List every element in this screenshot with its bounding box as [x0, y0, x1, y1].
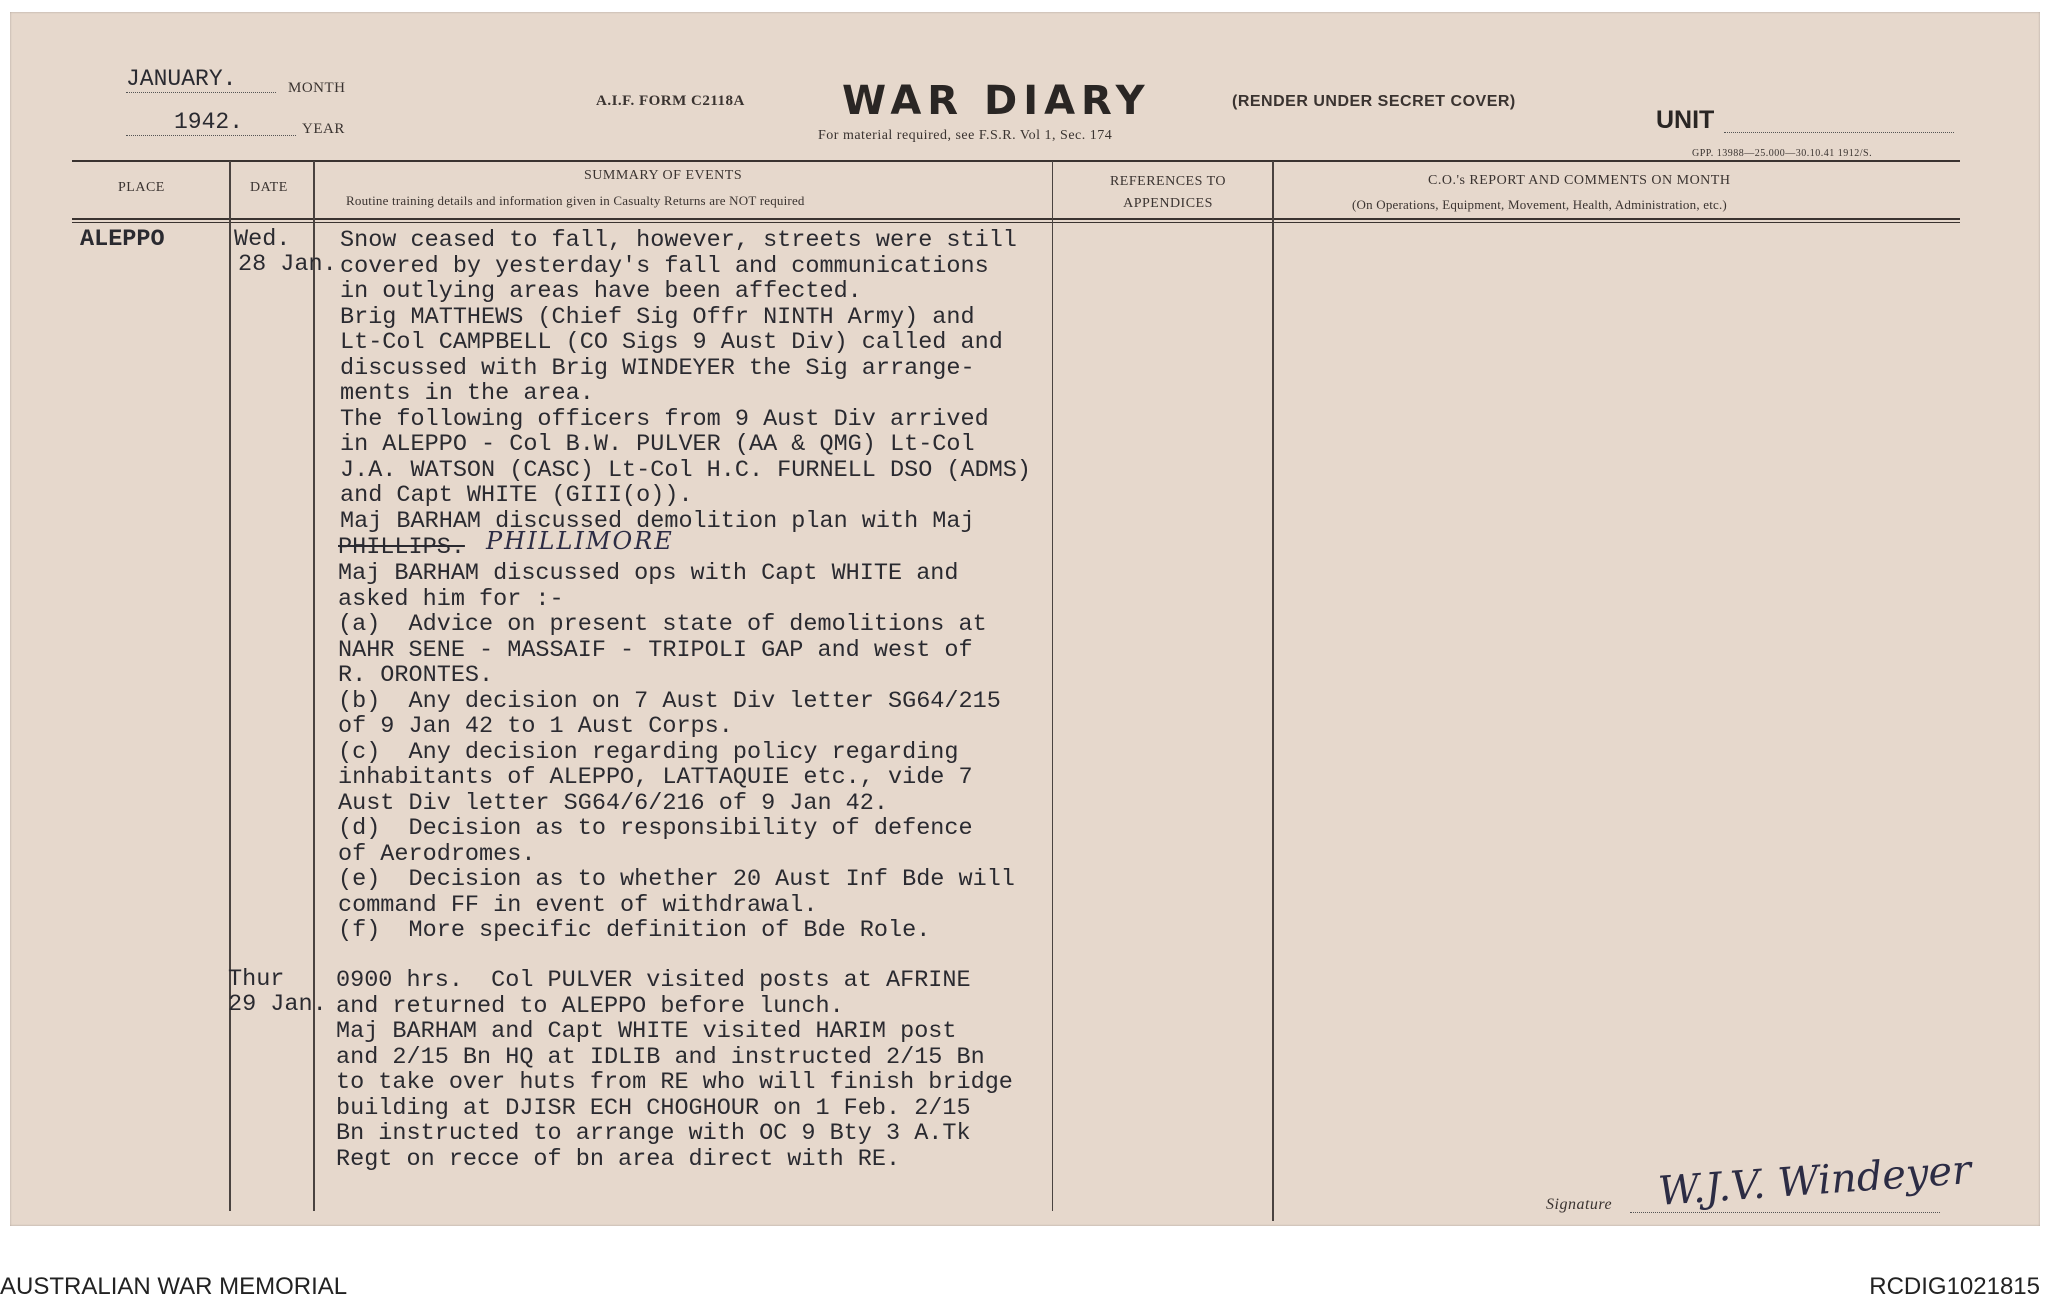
unit-dots: [1724, 132, 1954, 133]
render-note: (RENDER UNDER SECRET COVER): [1232, 93, 1516, 110]
entry-struck-name: PHILLIPS.: [338, 534, 465, 561]
col-divider-references: [1272, 161, 1274, 1221]
entry-day2-date: 29 Jan.: [228, 991, 327, 1018]
column-header-rule: [72, 222, 1960, 223]
signature-label: Signature: [1546, 1196, 1613, 1213]
entry-day2-text: 0900 hrs. Col PULVER visited posts at AFRINE and returned to ALEPPO before lunch. Maj BARHAM and Capt WHITE visited HARIM post and 2/15 Bn HQ at IDLIB and instructed 2/15 Bn to take over huts from RE who will finish bridge building at DJISR ECH CHOGHOUR on 1 Feb. 2/15 Bn instructed to arrange with OC 9 Bty 3 A.Tk Regt on recce of bn area direct with RE.: [336, 967, 1013, 1173]
year-dots: [126, 135, 296, 136]
year-value: 1942.: [174, 109, 244, 135]
month-dots: [126, 92, 276, 93]
footer-left: AUSTRALIAN WAR MEMORIAL: [0, 1273, 348, 1300]
header-top-rule: [72, 160, 1960, 162]
entry-day1-weekday: Wed.: [234, 226, 291, 253]
unit-label: UNIT: [1656, 106, 1715, 134]
handwritten-correction: PHILLIMORE: [486, 527, 674, 555]
entry-day1-text: Snow ceased to fall, however, streets were still covered by yesterday's fall and communications in outlying areas have been affected. Brig MATTHEWS (Chief Sig Offr NINTH Army) and Lt-Col CAMPBELL (CO Sigs 9 Aust Div) called and discussed with Brig WINDEYER the Sig arrange- ments in the area. The following officers from 9 Aust Div arrived in ALEPPO - Col B.W. PULVER (AA & QMG) Lt-Col J.A. WATSON (CASC) Lt-Col H.C. FURNELL DSO (ADMS) and Capt WHITE (GIII(o)). Maj BARHAM discussed demolition plan with Maj: [340, 227, 1032, 535]
footer-right: RCDIG1021815: [1869, 1273, 2040, 1300]
month-value: JANUARY.: [126, 66, 237, 92]
entry-place: ALEPPO: [80, 226, 165, 253]
month-label: MONTH: [288, 80, 346, 96]
col-divider-place: [229, 161, 231, 1211]
entry-day1-date: 28 Jan.: [238, 251, 337, 278]
signature: W.J.V. Windeyer: [1656, 1147, 1973, 1215]
page-title: WAR DIARY: [842, 78, 1151, 124]
col-header-date: DATE: [250, 180, 288, 195]
form-label: A.I.F. FORM C2118A: [596, 93, 745, 109]
col-header-references: REFERENCES TO APPENDICES: [1109, 174, 1227, 211]
print-code: GPP. 13988—25.000—30.10.41 1912/S.: [1692, 148, 1873, 159]
year-label: YEAR: [302, 121, 345, 137]
col-header-summary: SUMMARY OF EVENTS: [584, 168, 743, 183]
entry-day1-text-2: Maj BARHAM discussed ops with Capt WHITE and asked him for :- (a) Advice on present state of demolitions at NAHR SENE - MASSAIF - TRIPOLI GAP and west of R. ORONTES. (b) Any decision on 7 Aust Div letter SG64/215 of 9 Jan 42 to 1 Aust Corps. (c) Any decision regarding policy regarding inhabitants of ALEPPO, LATTAQUIE etc., vide 7 Aust Div letter SG64/6/216 of 9 Jan 42. (d) Decision as to responsibility of defence of Aerodromes. (e) Decision as to whether 20 Aust Inf Bde will command FF in event of withdrawal. (f) More specific definition of Bde Role.: [338, 560, 1015, 944]
col-header-co-report-sub: (On Operations, Equipment, Movement, Health, Administration, etc.): [1352, 197, 1727, 212]
col-divider-date: [313, 161, 315, 1211]
material-note: For material required, see F.S.R. Vol 1, Sec. 174: [818, 128, 1113, 143]
col-header-co-report: C.O.'s REPORT AND COMMENTS ON MONTH: [1428, 173, 1731, 188]
entry-day2-weekday: Thur: [228, 966, 285, 993]
header-bottom-rule: [72, 218, 1960, 220]
col-divider-summary: [1052, 161, 1053, 1211]
col-header-summary-sub: Routine training details and information given in Casualty Returns are NOT required: [346, 193, 805, 208]
col-header-place: PLACE: [118, 180, 165, 195]
